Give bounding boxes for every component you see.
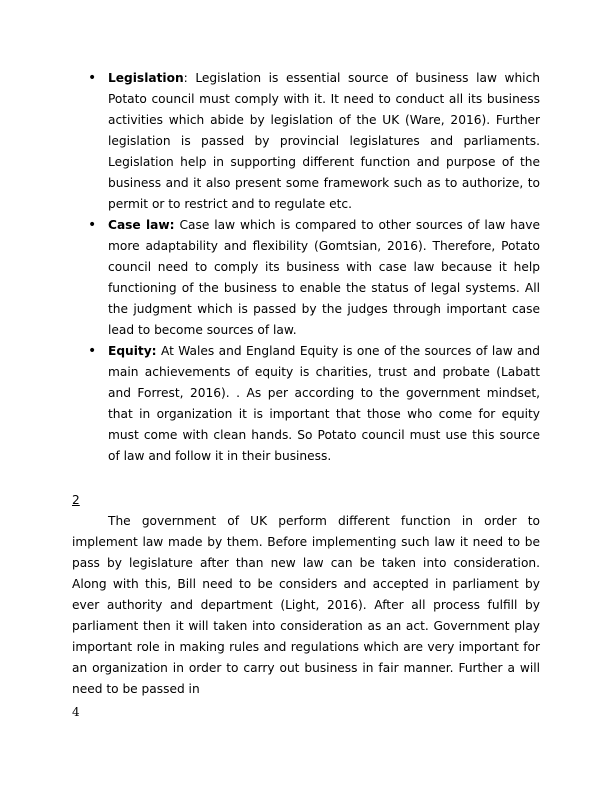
list-item-legislation xyxy=(108,68,540,215)
equity-text: At Wales and England Equity is one of the sources of law and main achievements of equity is charities, trust and probate (Labatt and Forrest, 2016). . As per according to the government mindset, that in organization it is important that those who come for equity must come with clean hands. So Potato council must use this source of law and follow it in their business. xyxy=(108,344,540,463)
term-equity: Equity: xyxy=(108,344,157,358)
term-legislation: Legislation xyxy=(108,71,184,85)
list-item-equity xyxy=(108,341,540,467)
case-law-text: Case law which is compared to other sources of law have more adaptability and flexibility (Gomtsian, 2016). Therefore, Potato council need to comply its business with case law because it help functioning of the business to enable the status of legal systems. All the judgment which is passed by the judges through important case lead to become sources of law. xyxy=(108,218,541,337)
term-separator: : xyxy=(183,71,188,85)
body-paragraph: The government of UK perform different function in order to implement law made by them. Before implementing such law it need to be pass by legislature after than new law can be taken into consideration. Along with this, Bill need to be considers and accepted in parliament by ever authority and department (Light, 2016). After all process fulfill by parliament then it will taken into consideration as an act. Government play important role in making rules and regulations which are very important for an organization in order to carry out business in fair manner. Further a will need to be passed in xyxy=(72,514,540,696)
section-number: 2 xyxy=(72,493,80,507)
sources-of-law-list xyxy=(108,68,540,467)
list-item-case-law xyxy=(108,215,540,341)
term-case-law: Case law: xyxy=(108,218,175,232)
page-number: 4 xyxy=(72,705,80,719)
legislation-text: Legislation is essential source of business law which Potato council must comply with it. It need to conduct all its business activities which abide by legislation of the UK (Ware, 2016). Further legislation is passed by provincial legislatures and parliaments. Legislation help in supporting different function and purpose of the business and it also present some framework such as to authorize, to permit or to restrict and to regulate etc. xyxy=(108,71,540,211)
